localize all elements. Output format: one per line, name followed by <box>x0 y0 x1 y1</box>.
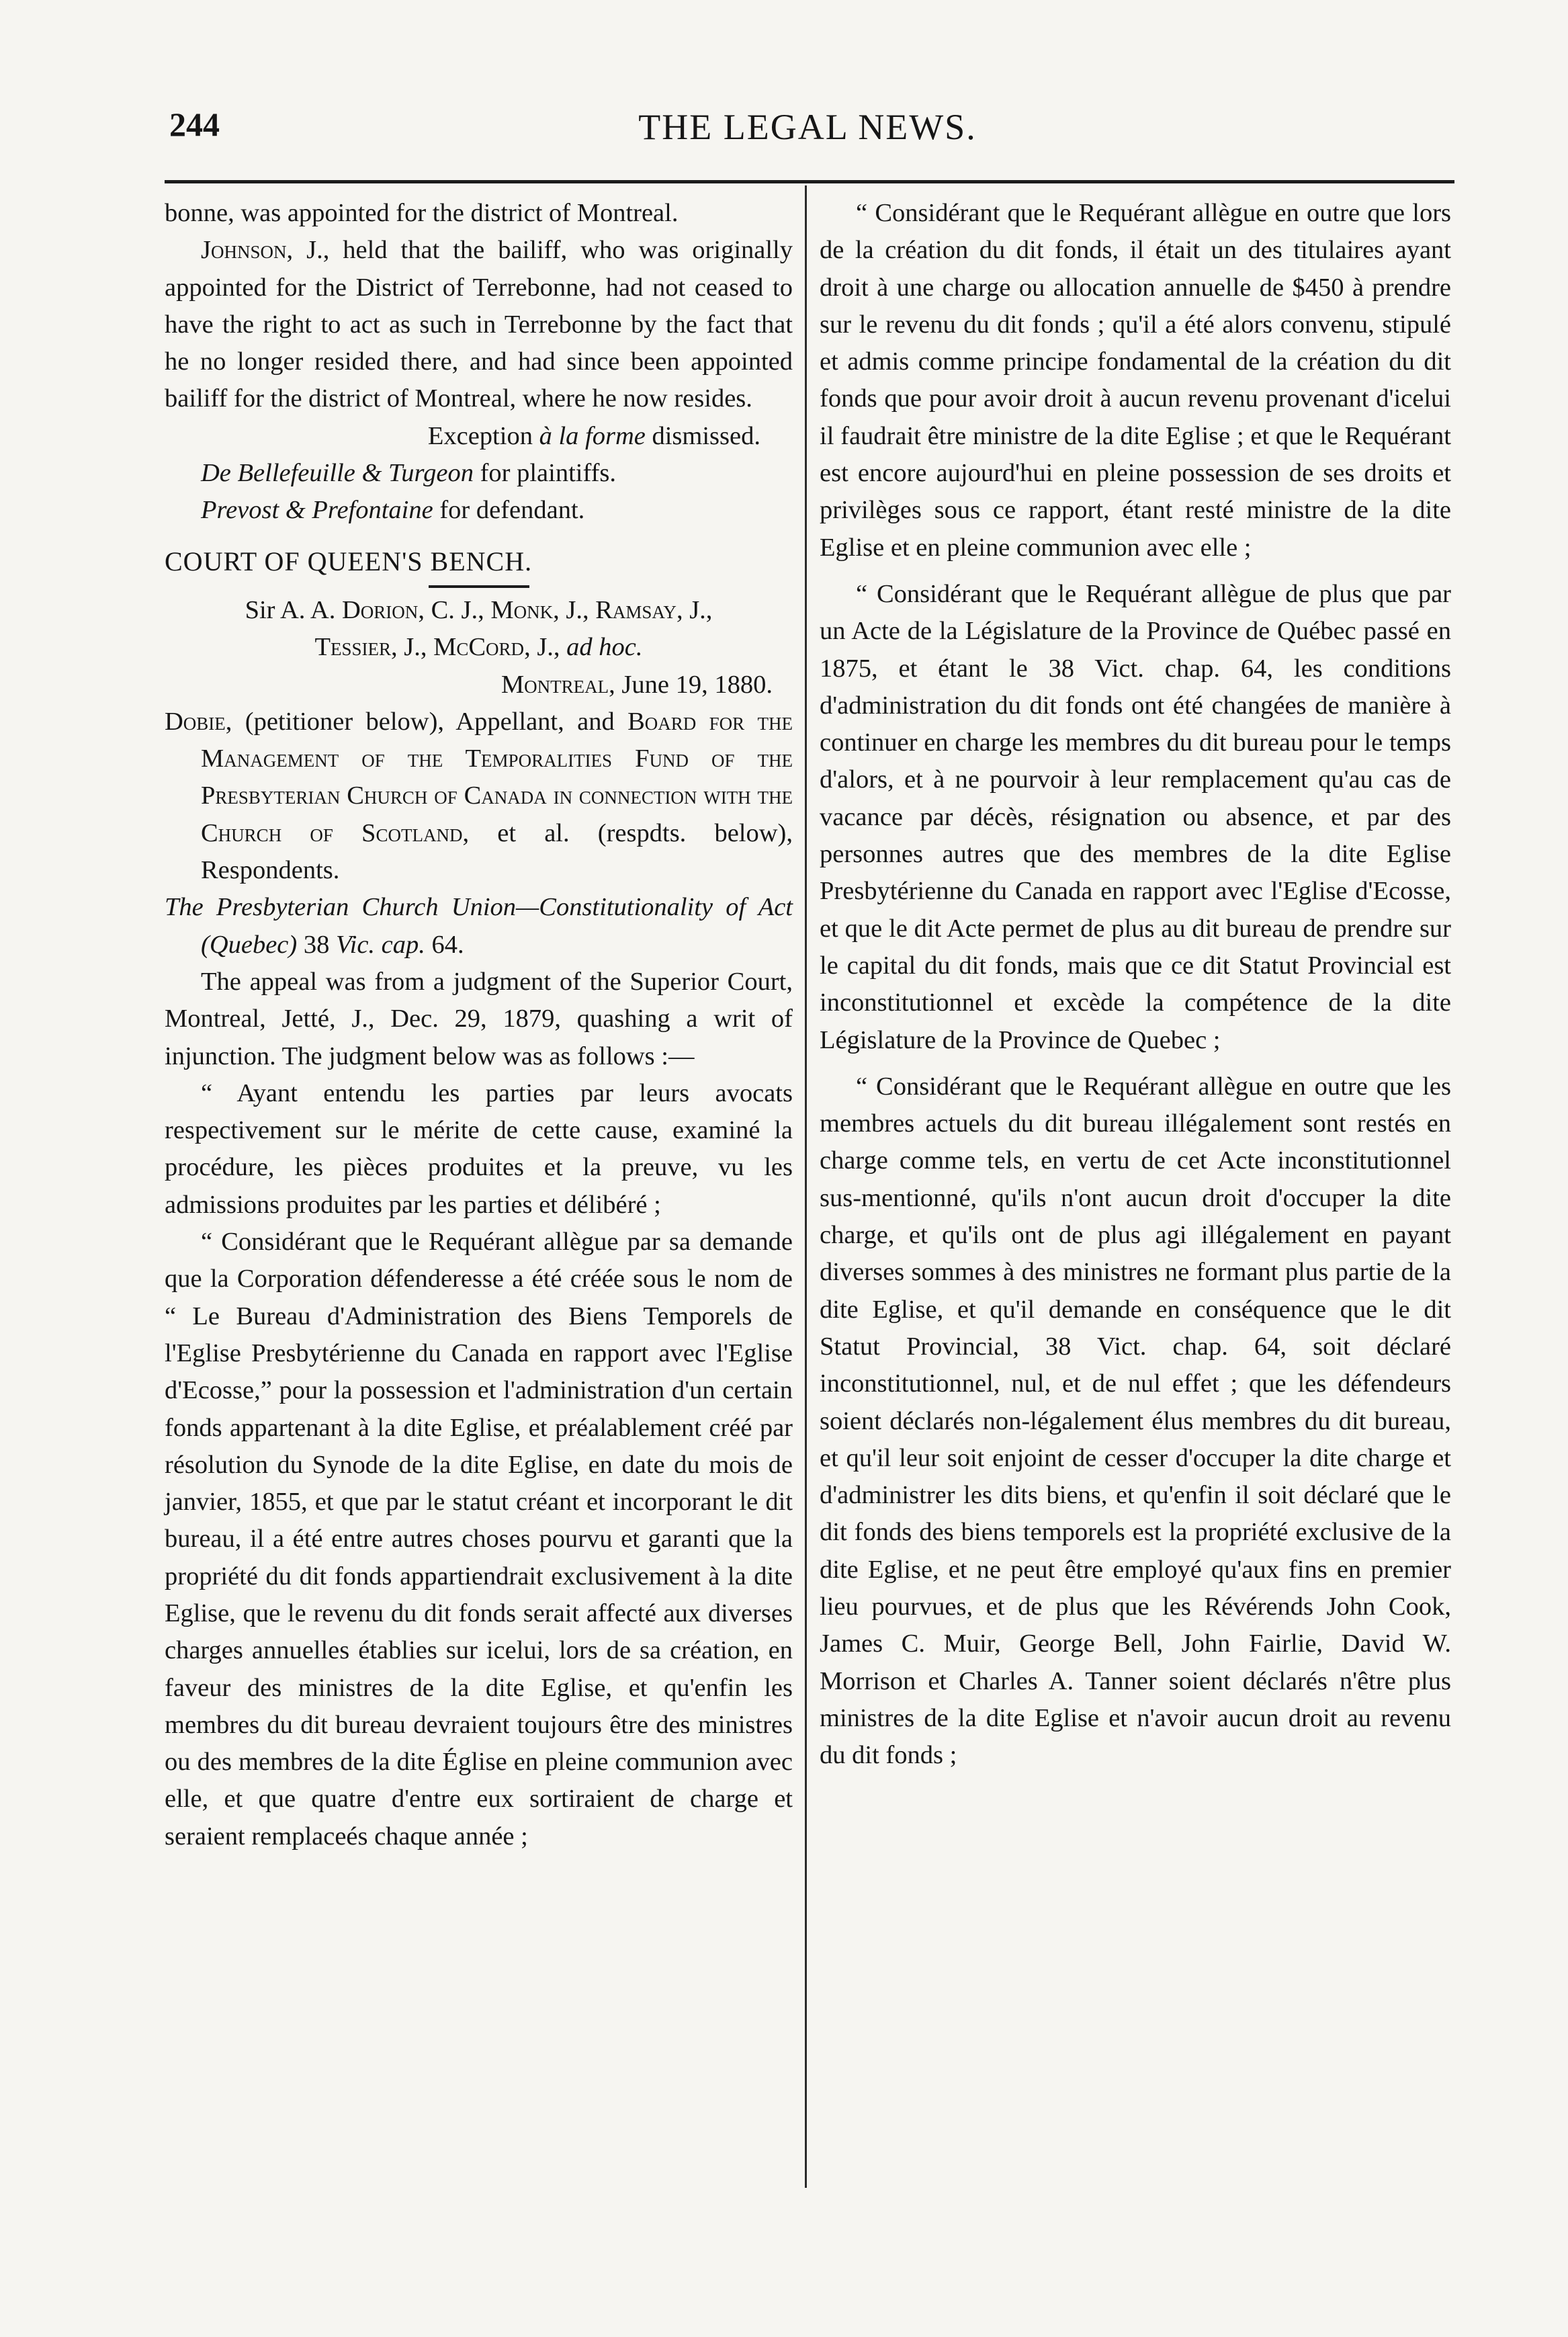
judge-name: Tessier <box>314 633 392 662</box>
page-header <box>169 101 1446 155</box>
paragraph-considerant-3: “ Considérant que le Requérant allègue de plus que par un Acte de la Législature de la Province de Québec passé en 1875, et étant le 38 Vict. chap. 64, les conditions d'administration du dit fonds ont été changées de manière à continuer en charge les membres du dit bureau pour le temps d'alors, et à ne pourvoir à leur remplacement qu'au cas de vacance par décès, résignation ou absence, et par des personnes autres que des membres de la dite Eglise Presbytérienne du Canada en rapport avec l'Eglise d'Ecosse, et que le dit Acte permet de plus au dit bureau de prendre sur le capital du dit fonds, mais que ce dit Statut Provincial est inconstitutionnel et excède la compétence de la dite Législature de la Province de Quebec ; <box>820 579 1451 1054</box>
counsel-plaintiffs <box>165 455 793 492</box>
exception-text-end: dismissed. <box>645 421 760 450</box>
appellant-name: Dobie <box>165 707 226 736</box>
counsel-names: Prevost & Prefontaine <box>201 496 433 525</box>
judge-name: Johnson <box>201 236 287 265</box>
court-heading: COURT OF QUEEN'S BENCH. <box>165 546 533 577</box>
judges-text: , J., <box>524 633 567 662</box>
exception-line <box>165 418 793 455</box>
judges-text: Sir A. A. <box>245 595 342 624</box>
exception-italic: à la forme <box>539 421 646 450</box>
paragraph-ayant: “ Ayant entendu les parties par leurs avocats respectivement sur le mérite de cette cause, examiné la procédure, les pièces produites et la preuve, vu les admissions produites par les parties et délibéré ; <box>165 1078 793 1219</box>
parties <box>165 704 793 889</box>
paragraph-johnson <box>165 232 793 417</box>
respondent-name: Board for the Management of the Temporalities Fund of the Presbyterian Church of Canada in connection with the Church of Scotland <box>201 707 793 847</box>
parties-text: , et al. (respdts. below), Respondents. <box>201 818 793 885</box>
page-number: 244 <box>169 105 220 143</box>
subject-text: 64. <box>425 930 464 959</box>
judges-text: , J., <box>391 633 434 662</box>
running-title: THE LEGAL NEWS. <box>638 107 977 147</box>
judge-name: Monk <box>490 595 554 624</box>
paragraph-considerant-2: “ Considérant que le Requérant allègue en outre que lors de la création du dit fonds, il était un des titulaires ayant droit à une charge ou allocation annuelle de $450 à prendre sur le revenu du dit fonds ; qu'il a été alors convenu, stipulé et admis comme principe fondamental de la création du dit fonds que pour avoir droit à aucun revenu provenant d'icelui il faudrait être ministre de la dite Eglise ; et que le Requérant est encore aujourd'hui en pleine possession de ses droits et privilèges sous ce rapport, étant resté ministre de la dite Eglise et en pleine communion avec elle ; <box>820 199 1451 562</box>
subject-line <box>165 889 793 964</box>
paragraph-continuation: bonne, was appointed for the district of Montreal. <box>165 199 679 227</box>
judges-line <box>165 592 793 667</box>
heading-rule <box>429 585 529 588</box>
header-rule <box>165 180 1454 183</box>
judge-name: Dorion <box>342 595 419 624</box>
date-text: , June 19, 1880. <box>609 670 773 699</box>
subject-italic: Vic. cap. <box>335 930 425 959</box>
date-line <box>165 667 793 704</box>
judges-text: , J., <box>553 595 596 624</box>
judge-name: McCord <box>433 633 525 662</box>
exception-text: Exception <box>427 421 539 450</box>
parties-text: , (petitioner below), Appellant, and <box>225 707 628 736</box>
paragraph-text: , J., held that the bailiff, who was originally appointed for the District of Terrebonne, had not ceased to have the right to act as such in Terrebonne by the fact that he no longer resided there, and had since been appointed bailiff for the district of Montreal, where he now resides. <box>165 236 793 413</box>
left-column <box>165 195 793 1855</box>
column-divider <box>805 185 807 2188</box>
paragraph-considerant-1: “ Considérant que le Requérant allègue par sa demande que la Corporation défenderesse a été créée sous le nom de “ Le Bureau d'Administration des Biens Temporels de l'Eglise Presbytérienne du Canada en rapport avec l'Eglise d'Ecosse,” pour la possession et l'administration d'un certain fonds appartenant à la dite Eglise, et préalablement créé par résolution du Synode de la dite Eglise, en date du mois de janvier, 1855, et que par le statut créant et incorporant le dit bureau, il a été entre autres choses pourvu et garanti que la propriété du dit fonds appartiendrait exclusivement à la dite Eglise, que le revenu du dit fonds serait affecté aux diverses charges annuelles établies sur icelui, lors de sa création, en faveur des ministres de la dite Eglise, et qu'enfin les membres du dit bureau devraient toujours être des ministres ou des membres de la dite Église en pleine communion avec elle, et que quatre d'entre eux sortiraient de charge et seraient remplaceés chaque année ; <box>165 1228 793 1851</box>
counsel-role: for defendant. <box>433 496 585 525</box>
counsel-defendant <box>165 492 793 529</box>
subject-italic: The Presbyterian Church Union—Constitutionality of Act (Quebec) <box>165 893 793 959</box>
counsel-names: De Bellefeuille & Turgeon <box>201 459 474 488</box>
judges-text: , J., <box>676 595 713 624</box>
counsel-role: for plaintiffs. <box>473 459 617 488</box>
paragraph-appeal: The appeal was from a judgment of the Superior Court, Montreal, Jetté, J., Dec. 29, 1879, quashing a writ of injunction. The judgment below was as follows :— <box>165 967 793 1070</box>
date-place: Montreal <box>500 670 609 699</box>
subject-text: 38 <box>297 930 336 959</box>
judge-name: Ramsay <box>595 595 677 624</box>
judges-text: , C. J., <box>418 595 491 624</box>
ad-hoc: ad hoc. <box>566 633 643 662</box>
paragraph-considerant-4: “ Considérant que le Requérant allègue en outre que les membres actuels du dit bureau illégalement sont restés en charge comme tels, en vertu de cet Acte inconstitutionnel sus-mentionné, qu'ils n'ont aucun droit d'occuper la dite charge, et qu'ils ont de plus agi illégalement en payant diverses sommes à des ministres ne formant plus partie de la dite Eglise, et qu'il demande en conséquence que le dit Statut Provincial, 38 Vict. chap. 64, soit déclaré inconstitutionnel, nul, et de nul effet ; que les défendeurs soient déclarés non-légalement élus membres du dit bureau, et qu'il leur soit enjoint de cesser d'occuper la dite charge et d'administrer les dits biens, et qu'enfin il soit déclaré que le dit fonds des biens temporels est la propriété exclusive de la dite Eglise, et ne peut être employé qu'aux fins en premier lieu pourvues, et de plus que les Révérends John Cook, James C. Muir, George Bell, John Fairlie, David W. Morrison et Charles A. Tanner soient déclarés n'être plus ministres de la dite Eglise et n'avoir aucun droit au revenu du dit fonds ; <box>820 1072 1451 1770</box>
right-column <box>820 195 1451 1774</box>
